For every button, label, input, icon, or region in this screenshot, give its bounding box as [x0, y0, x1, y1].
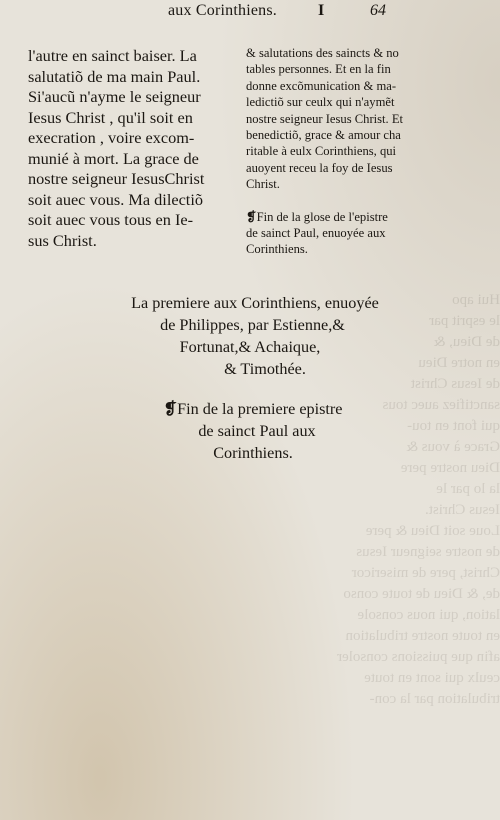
gloss-end-note — [246, 209, 476, 258]
main-text-column — [28, 46, 238, 251]
gloss-line: donne excõmunication & ma- — [246, 78, 397, 93]
gloss-end-line: de sainct Paul, enuoyée aux — [246, 226, 386, 241]
signature-mark: I — [318, 2, 325, 19]
text-line: execration , voire excom- — [28, 128, 195, 147]
pilcrow-icon: ❡ — [246, 209, 257, 224]
text-line: soit auec vous. Ma dilectiõ — [28, 189, 203, 209]
gloss-end-line: Fin de la glose de l'epistre — [256, 209, 388, 224]
gloss-line: ritable à eulx Corinthiens, qui — [246, 144, 397, 159]
gloss-line: Christ. — [246, 177, 280, 192]
colophon-line: de Philippes, par Estienne,& — [160, 316, 345, 334]
colophon — [0, 292, 500, 380]
text-line: sus Christ. — [28, 230, 97, 250]
gloss-line: & salutations des saincts & no — [246, 46, 399, 60]
gloss-line: benedictiõ, grace & amour cha — [246, 128, 401, 143]
explicit-line: de sainct Paul aux — [198, 422, 316, 440]
explicit-line: Fin de la premiere epistre — [177, 400, 343, 418]
show-through-text: Hui apo le esprit par de Dieu, & en notre Dieu de Iesus Christ sanctifiez auec tous qui font en tou- Grace à vous & Dieu nostre pere la lo par le Iesus Christ. Loue soit Dieu & pere de nostre seigneur Iesus Christ, pere de misericor de, & Dieu de toute conso lation, qui nous console en toute nostre tribulation afin que puissions consoler ceulx qui sont en toute tribulation par la con- — [337, 292, 500, 707]
text-line: nostre seigneur IesusChrist — [28, 169, 205, 188]
colophon-line: Fortunat,& Achaique, — [179, 338, 321, 356]
text-line: munié à mort. La grace de — [28, 148, 199, 168]
text-line: Iesus Christ , qu'il soit en — [28, 107, 193, 127]
pilcrow-icon: ❡ — [163, 400, 178, 418]
gloss-end-line: Corinthiens. — [246, 242, 308, 257]
colophon-line: & Timothée. — [224, 360, 306, 378]
running-title: aux Corinthiens. — [168, 2, 277, 19]
gloss-line: auoyent receu la foy de Iesus — [246, 160, 393, 175]
gloss-line: tables personnes. Et en la fin — [246, 62, 391, 77]
gloss-line: ledictiõ sur ceulx qui n'aymẽt — [246, 95, 395, 110]
gloss-column — [246, 45, 476, 258]
text-line: l'autre en sainct baiser. La — [28, 46, 197, 65]
page-header — [0, 2, 500, 26]
text-line: Si'aucũ n'ayme le seigneur — [28, 87, 201, 106]
explicit — [0, 398, 500, 464]
folio-number: 64 — [370, 2, 386, 19]
colophon-line: La premiere aux Corinthiens, enuoyée — [131, 294, 379, 312]
text-line: soit auec vous tous en Ie- — [28, 210, 194, 229]
explicit-line: Corinthiens. — [213, 444, 293, 462]
gloss-line: nostre seigneur Iesus Christ. Et — [246, 111, 404, 126]
text-line: salutatiõ de ma main Paul. — [28, 66, 201, 86]
